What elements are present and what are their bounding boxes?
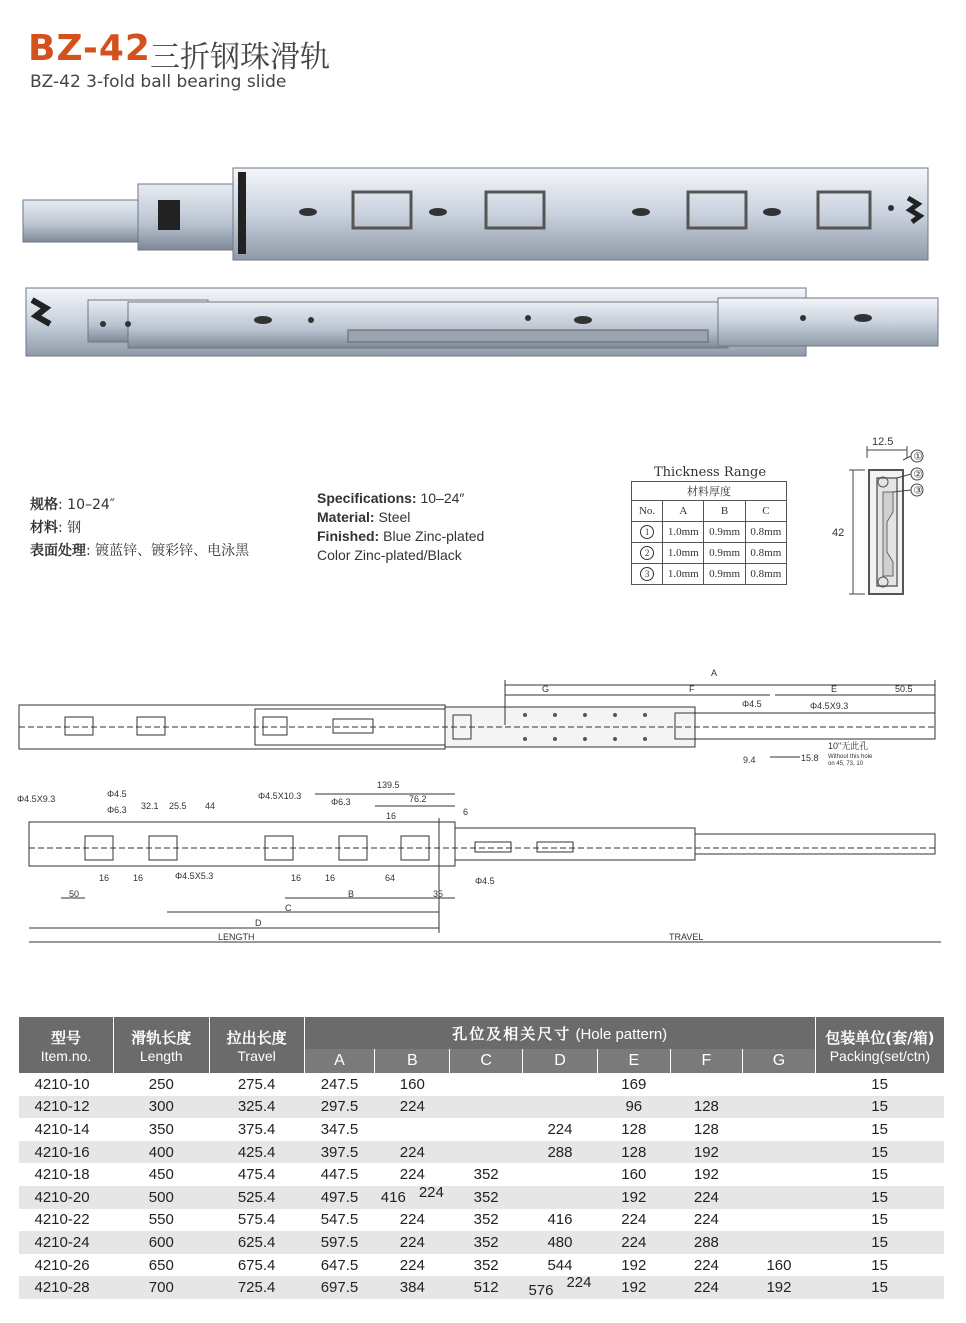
cell-b (375, 1118, 450, 1141)
thickness-row (632, 564, 787, 585)
dim-50-5: 50.5 (895, 684, 913, 694)
cell-b: 384 (375, 1276, 450, 1299)
thickness-subtitle: 材料厚度 (632, 482, 787, 501)
hole-pattern-table (18, 1017, 944, 1299)
cell-e: 192 (598, 1186, 671, 1209)
cell-a: 597.5 (304, 1231, 375, 1254)
cell-pack: 15 (815, 1096, 944, 1119)
cell-d: 416 (522, 1209, 597, 1232)
cell-d (522, 1276, 597, 1299)
dim-phi45: Φ4.5 (742, 699, 762, 709)
table-row (19, 1118, 945, 1141)
cell-f: 224 (670, 1186, 743, 1209)
thickness-header-b: B (704, 501, 745, 522)
cell-length: 600 (114, 1231, 209, 1254)
cell-length: 450 (114, 1163, 209, 1186)
cell-b: 224 (375, 1209, 450, 1232)
drawing-extended-view (15, 665, 945, 775)
cell-f (670, 1073, 743, 1096)
cell-d: 224 (522, 1118, 597, 1141)
cell-f: 128 (670, 1118, 743, 1141)
dim-e: E (831, 684, 838, 694)
cell-e: 128 (598, 1141, 671, 1164)
cell-item: 4210-12 (19, 1096, 114, 1119)
table-row (19, 1209, 945, 1232)
page-subtitle: BZ-42 3-fold ball bearing slide (30, 72, 287, 92)
thickness-header-c: C (745, 501, 786, 522)
spec-finish-label: 表面处理 (30, 543, 86, 559)
cell-d (522, 1096, 597, 1119)
cell-b: 224 (375, 1141, 450, 1164)
cell-e: 169 (598, 1073, 671, 1096)
cell-length: 650 (114, 1254, 209, 1277)
thickness-c: 0.8mm (745, 522, 786, 543)
dim-a: A (711, 668, 718, 678)
specs-chinese (30, 494, 249, 563)
cell-a: 347.5 (304, 1118, 375, 1141)
cell-b: 160 (375, 1073, 450, 1096)
cell-travel: 275.4 (209, 1073, 304, 1096)
cell-c: 352 (450, 1163, 523, 1186)
cell-f: 128 (670, 1096, 743, 1119)
finished-en-label: Finished: (317, 528, 380, 544)
dim-b-50: 50 (69, 889, 80, 899)
thickness-a: 1.0mm (663, 543, 704, 564)
cell-a: 297.5 (304, 1096, 375, 1119)
col-c: C (450, 1049, 523, 1073)
cell-item: 4210-22 (19, 1209, 114, 1232)
callout-3: ③ (913, 485, 923, 497)
col-b: B (375, 1049, 450, 1073)
dim-b-16e: 16 (325, 873, 336, 883)
cell-length: 550 (114, 1209, 209, 1232)
callout-2: ② (913, 469, 923, 481)
thickness-table (631, 481, 787, 585)
material-en-label: Material: (317, 509, 375, 525)
cell-travel: 325.4 (209, 1096, 304, 1119)
col-item: 型号 Item.no. (19, 1017, 114, 1073)
cell-f: 224 (670, 1254, 743, 1277)
note-no-hole-en1: Without this hole (828, 754, 873, 760)
cell-pack: 15 (815, 1209, 944, 1232)
dim-b-phi45x93: Φ4.5X9.3 (17, 794, 56, 804)
table-row (19, 1096, 945, 1119)
profile-height-label: 42 (832, 527, 845, 539)
spec-size-label: 规格 (30, 497, 58, 513)
dim-b-16a: 16 (386, 811, 397, 821)
dim-b-phi45b: Φ4.5 (475, 876, 495, 886)
spec-size-value: : 10–24″ (58, 497, 116, 513)
dim-b-139-5: 139.5 (377, 780, 400, 790)
cell-e: 160 (598, 1163, 671, 1186)
col-f: F (670, 1049, 743, 1073)
cell-item: 4210-14 (19, 1118, 114, 1141)
cell-b: 224 (375, 1231, 450, 1254)
cell-g (743, 1118, 816, 1141)
page-title: BZ-42 (28, 28, 151, 69)
thickness-c: 0.8mm (745, 564, 786, 585)
cell-pack: 15 (815, 1254, 944, 1277)
cell-b-2: 224 (418, 1183, 444, 1201)
cell-e: 192 (598, 1276, 671, 1299)
cell-item: 4210-16 (19, 1141, 114, 1164)
col-d: D (522, 1049, 597, 1073)
cell-item: 4210-20 (19, 1186, 114, 1209)
drawing-closed-view (15, 778, 945, 948)
cell-c: 352 (450, 1231, 523, 1254)
cell-f: 224 (670, 1209, 743, 1232)
thickness-no: 2 (640, 546, 654, 560)
thickness-no: 1 (640, 525, 654, 539)
thickness-b: 0.9mm (704, 522, 745, 543)
dim-g: G (542, 684, 550, 694)
dim-b-16d: 16 (291, 873, 302, 883)
cell-travel: 425.4 (209, 1141, 304, 1164)
cell-travel: 525.4 (209, 1186, 304, 1209)
cell-item: 4210-28 (19, 1276, 114, 1299)
cell-item: 4210-26 (19, 1254, 114, 1277)
spec-material-label: 材料 (30, 520, 58, 536)
cell-a: 647.5 (304, 1254, 375, 1277)
cell-c: 512 (450, 1276, 523, 1299)
note-no-hole-en2: on 45, 73, 10 (828, 761, 864, 767)
cell-d-1: 576 (528, 1282, 554, 1300)
specs-english (317, 489, 484, 565)
cell-c: 352 (450, 1209, 523, 1232)
cell-b: 224 (375, 1254, 450, 1277)
cell-f: 224 (670, 1276, 743, 1299)
finished-en-value: Blue Zinc-plated (379, 528, 485, 544)
cell-e: 192 (598, 1254, 671, 1277)
profile-cross-section (825, 432, 935, 602)
spec-en-label: Specifications: (317, 490, 417, 506)
material-en-value: Steel (374, 509, 411, 525)
dim-f: F (689, 684, 695, 694)
cell-g: 160 (743, 1254, 816, 1277)
cell-pack: 15 (815, 1118, 944, 1141)
cell-a: 397.5 (304, 1141, 375, 1164)
cell-length: 700 (114, 1276, 209, 1299)
cell-e: 96 (598, 1096, 671, 1119)
cell-g (743, 1073, 816, 1096)
col-length: 滑轨长度 Length (114, 1017, 209, 1073)
cell-length: 400 (114, 1141, 209, 1164)
spec-material-value: : 钢 (58, 520, 82, 536)
dim-b-64: 64 (385, 873, 396, 883)
thickness-no: 3 (640, 567, 654, 581)
thickness-c: 0.8mm (745, 543, 786, 564)
cell-c (450, 1141, 523, 1164)
dim-b-44: 44 (205, 801, 216, 811)
dim-b-travel: TRAVEL (669, 932, 704, 942)
dim-b-phi45x53: Φ4.5X5.3 (175, 871, 214, 881)
cell-a: 447.5 (304, 1163, 375, 1186)
dim-9-4: 9.4 (743, 755, 756, 765)
thickness-header-a: A (663, 501, 704, 522)
slide-bottom-view (26, 288, 938, 356)
cell-d: 288 (522, 1141, 597, 1164)
thickness-b: 0.9mm (704, 564, 745, 585)
cell-length: 500 (114, 1186, 209, 1209)
cell-b: 224 (375, 1096, 450, 1119)
cell-pack: 15 (815, 1073, 944, 1096)
thickness-header-no: No. (632, 501, 663, 522)
cell-travel: 725.4 (209, 1276, 304, 1299)
cell-b: 224 (375, 1163, 450, 1186)
cell-f: 192 (670, 1163, 743, 1186)
col-hole-pattern: 孔位及相关尺寸 (Hole pattern) (304, 1017, 815, 1049)
cell-length: 250 (114, 1073, 209, 1096)
table-row (19, 1163, 945, 1186)
cell-travel: 625.4 (209, 1231, 304, 1254)
dim-b-b: B (348, 889, 355, 899)
cell-d: 480 (522, 1231, 597, 1254)
cell-g (743, 1209, 816, 1232)
cell-f: 192 (670, 1141, 743, 1164)
cell-f: 288 (670, 1231, 743, 1254)
note-no-hole-cn: 10"无此孔 (828, 741, 869, 751)
cell-c (450, 1073, 523, 1096)
table-row (19, 1073, 945, 1096)
cell-length: 350 (114, 1118, 209, 1141)
table-row (19, 1231, 945, 1254)
cell-item: 4210-24 (19, 1231, 114, 1254)
cell-travel: 375.4 (209, 1118, 304, 1141)
cell-item: 4210-18 (19, 1163, 114, 1186)
cell-c: 352 (450, 1254, 523, 1277)
callout-1: ① (913, 451, 923, 463)
cell-g: 192 (743, 1276, 816, 1299)
thickness-b: 0.9mm (704, 543, 745, 564)
cell-e: 128 (598, 1118, 671, 1141)
cell-pack: 15 (815, 1186, 944, 1209)
dim-b-d: D (255, 918, 262, 928)
cell-length: 300 (114, 1096, 209, 1119)
color-line: Color Zinc-plated/Black (317, 547, 462, 563)
cell-g (743, 1141, 816, 1164)
dim-15-8: 15.8 (801, 753, 819, 763)
thickness-a: 1.0mm (663, 564, 704, 585)
spec-en-value: 10–24″ (416, 490, 465, 506)
dim-phi45x93: Φ4.5X9.3 (810, 701, 849, 711)
dim-b-c: C (285, 903, 292, 913)
cell-pack: 15 (815, 1276, 944, 1299)
cell-d (522, 1186, 597, 1209)
cell-item: 4210-10 (19, 1073, 114, 1096)
dim-b-length: LENGTH (218, 932, 255, 942)
dim-b-phi45a: Φ4.5 (107, 789, 127, 799)
thickness-row (632, 543, 787, 564)
table-row (19, 1254, 945, 1277)
cell-c (450, 1118, 523, 1141)
spec-finish-value: : 镀蓝锌、镀彩锌、电泳黑 (86, 543, 250, 559)
dim-b-32-1: 32.1 (141, 801, 159, 811)
cell-d-2: 224 (566, 1274, 592, 1292)
col-a: A (304, 1049, 375, 1073)
cell-a: 497.5 (304, 1186, 375, 1209)
slide-top-view (23, 168, 928, 260)
thickness-a: 1.0mm (663, 522, 704, 543)
cell-d: 544 (522, 1254, 597, 1277)
cell-travel: 475.4 (209, 1163, 304, 1186)
cell-pack: 15 (815, 1141, 944, 1164)
cell-travel: 675.4 (209, 1254, 304, 1277)
dim-b-25-5: 25.5 (169, 801, 187, 811)
cell-g (743, 1163, 816, 1186)
cell-pack: 15 (815, 1163, 944, 1186)
cell-a: 697.5 (304, 1276, 375, 1299)
cell-e: 224 (598, 1209, 671, 1232)
cell-g (743, 1186, 816, 1209)
cell-b-1: 416 (380, 1188, 406, 1206)
dim-b-16b: 16 (99, 873, 110, 883)
dim-b-phi63a: Φ6.3 (107, 805, 127, 815)
cell-g (743, 1231, 816, 1254)
dim-b-6: 6 (463, 807, 469, 817)
col-travel: 拉出长度 Travel (209, 1017, 304, 1073)
dim-b-phi45x103: Φ4.5X10.3 (258, 791, 302, 801)
cell-a: 547.5 (304, 1209, 375, 1232)
cell-a: 247.5 (304, 1073, 375, 1096)
page-title-chinese: 三折钢珠滑轨 (150, 40, 330, 75)
cell-e: 224 (598, 1231, 671, 1254)
cell-c: 352 (450, 1186, 523, 1209)
cell-b (375, 1183, 450, 1209)
dim-b-35: 35 (433, 889, 444, 899)
cell-pack: 15 (815, 1231, 944, 1254)
cell-travel: 575.4 (209, 1209, 304, 1232)
cell-d (522, 1163, 597, 1186)
col-packing: 包装单位(套/箱) Packing(set/ctn) (815, 1017, 944, 1073)
col-e: E (598, 1049, 671, 1073)
product-photo (18, 160, 943, 375)
cell-d (522, 1073, 597, 1096)
thickness-title: Thickness Range (653, 465, 767, 480)
profile-width-label: 12.5 (872, 436, 894, 448)
col-g: G (743, 1049, 816, 1073)
thickness-row (632, 522, 787, 543)
table-row (19, 1186, 945, 1209)
dim-b-76-2: 76.2 (409, 794, 427, 804)
cell-c (450, 1096, 523, 1119)
dim-b-phi63b: Φ6.3 (331, 797, 351, 807)
table-row (19, 1276, 945, 1299)
dim-b-16c: 16 (133, 873, 144, 883)
cell-g (743, 1096, 816, 1119)
table-row (19, 1141, 945, 1164)
